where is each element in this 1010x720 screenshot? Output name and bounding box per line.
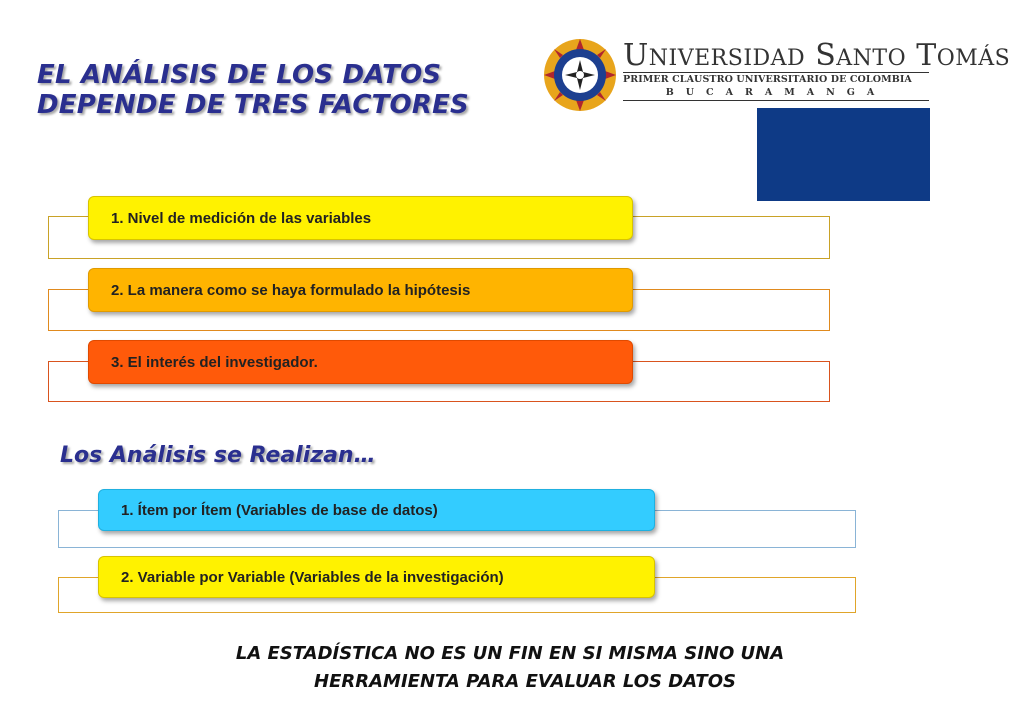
slide-title-line2: DEPENDE DE TRES FACTORES [37, 90, 469, 120]
university-name: UNIVERSIDAD SANTO TOMÁS [623, 38, 1010, 73]
conclusion-line2: HERRAMIENTA PARA EVALUAR LOS DATOS [314, 671, 736, 692]
analysis-2: 2. Variable por Variable (Variables de la investigación) [98, 556, 655, 598]
conclusion-line1: LA ESTADÍSTICA NO ES UN FIN EN SI MISMA SINO UNA [235, 643, 785, 664]
conclusion-text [150, 640, 870, 696]
slide-title [37, 60, 557, 120]
factor-2: 2. La manera como se haya formulado la hipótesis [88, 268, 633, 312]
factor-3: 3. El interés del investigador. [88, 340, 633, 384]
university-city: BUCARAMANGA [623, 87, 929, 101]
brand-color-block [757, 108, 930, 201]
slide-title-line1: EL ANÁLISIS DE LOS DATOS [37, 60, 442, 90]
analysis-title: Los Análisis se Realizan… [60, 443, 376, 468]
analysis-1: 1. Ítem por Ítem (Variables de base de datos) [98, 489, 655, 531]
university-seal-icon [543, 38, 617, 112]
university-logo [543, 38, 1010, 118]
university-subtitle: PRIMER CLAUSTRO UNIVERSITARIO DE COLOMBIA [623, 72, 929, 85]
factor-1: 1. Nivel de medición de las variables [88, 196, 633, 240]
